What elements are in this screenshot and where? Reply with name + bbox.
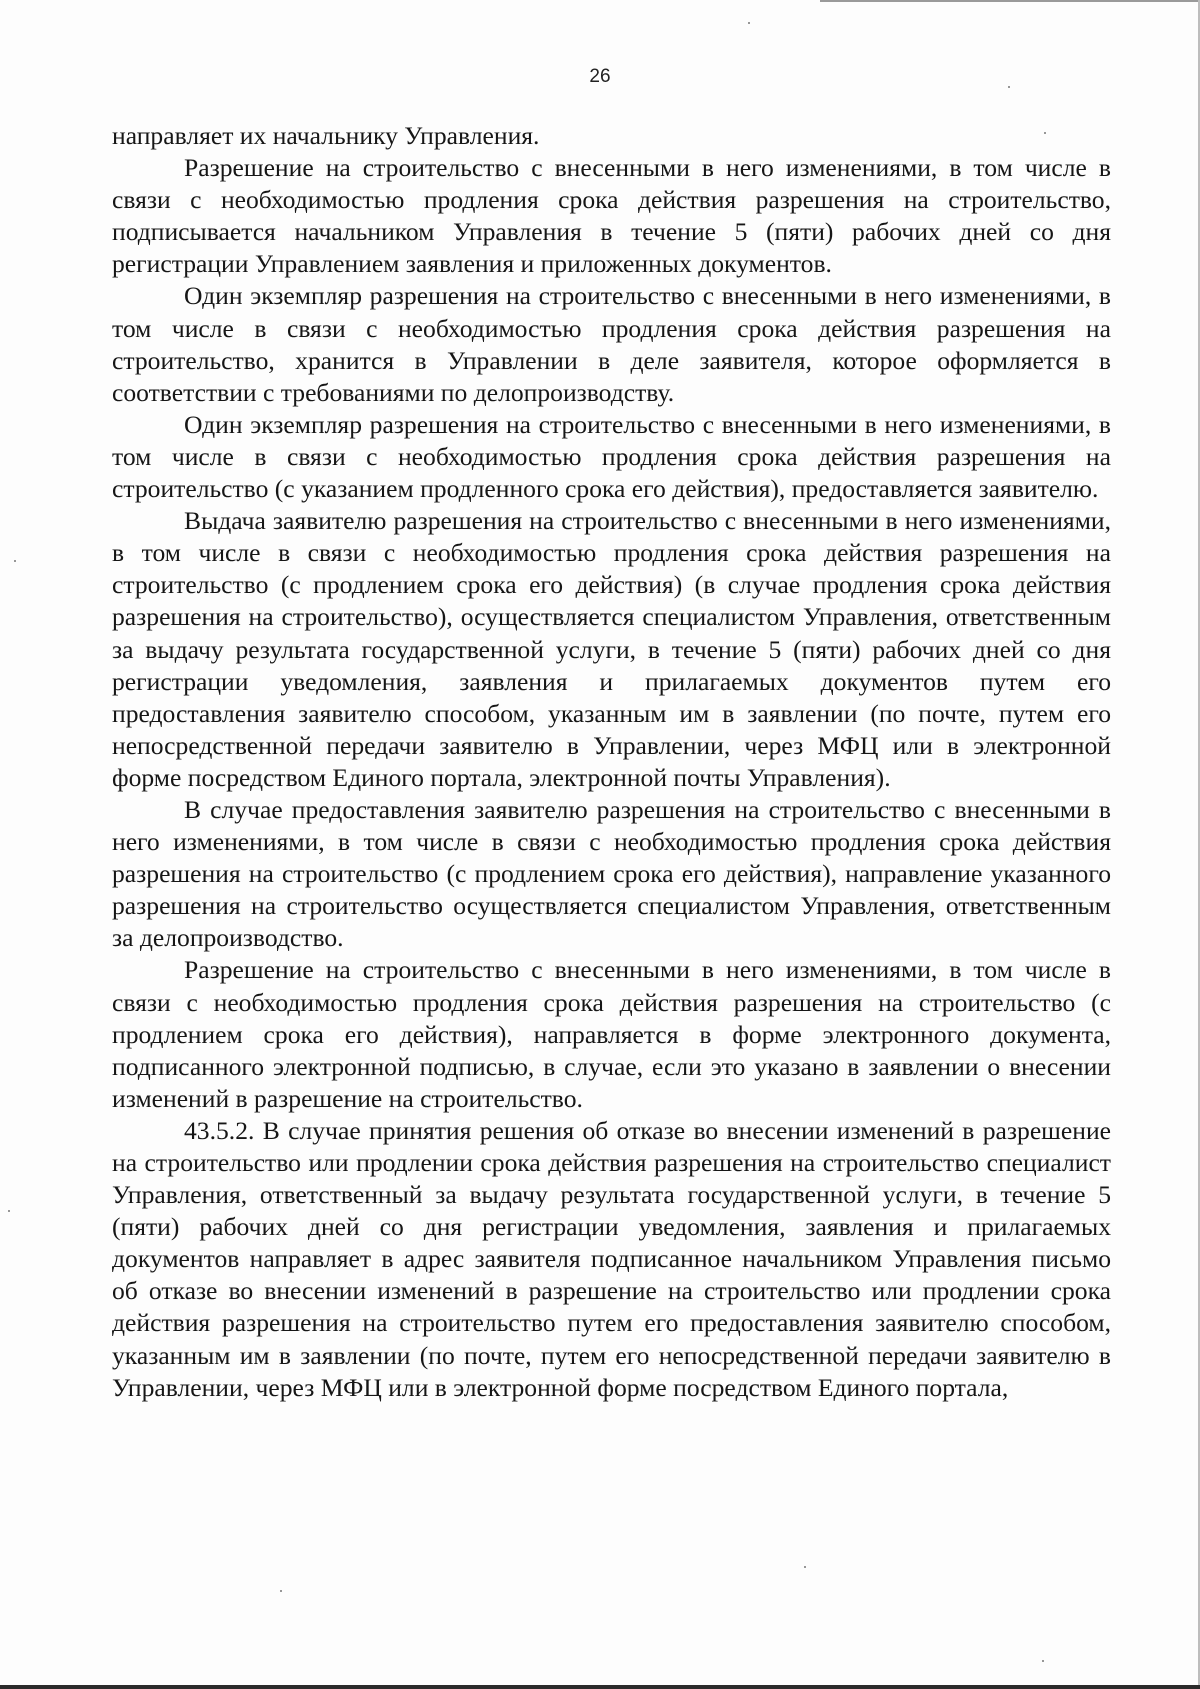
paragraph: Выдача заявителю разрешения на строительство с внесенными в него изменениями, в том числе в связи с необходимостью продления срока действия разрешения на строительство (с продлением срока его действия) (в случае продления срока действия разрешения на строительство), осуществляется специалистом Управления, ответственным за выдачу результата государственной услуги, в течение 5 (пяти) рабочих дней со дня регистрации уведомления, заявления и прилагаемых документов путем его предоставления заявителю способом, указанным им в заявлении (по почте, путем его непосредственной передачи заявителю в Управлении, через МФЦ или в электронной форме посредством Единого портала, электронной почты Управления). bbox=[112, 506, 1111, 792]
page-number: 26 bbox=[589, 66, 611, 87]
scan-speck bbox=[804, 1566, 806, 1568]
scan-speck bbox=[748, 22, 750, 24]
paragraph: Разрешение на строительство с внесенными в него изменениями, в том числе в связи с необходимостью продления срока действия разрешения на строительство, подписывается начальником Управления в течение 5 (пяти) рабочих дней со дня регистрации Управлением заявления и приложенных документов. bbox=[112, 153, 1111, 279]
scan-edge-bottom bbox=[0, 1685, 1200, 1689]
scan-speck bbox=[1042, 1660, 1044, 1662]
scan-speck bbox=[280, 1590, 282, 1592]
paragraph: Один экземпляр разрешения на строительство с внесенными в него изменениями, в том числе в связи с необходимостью продления срока действия разрешения на строительство (с указанием продленного срока его действия), предоставляется заявителю. bbox=[112, 409, 1111, 504]
scan-speck bbox=[8, 1210, 10, 1212]
paragraph: 43.5.2. В случае принятия решения об отказе во внесении изменений в разрешение на строительство или продлении срока действия разрешения на строительство специалист Управления, ответственный за выдачу результата государственной услуги, в течение 5 (пяти) рабочих дней со дня регистрации уведомления, заявления и прилагаемых документов направляет в адрес заявителя подписанное начальником Управления письмо об отказе во внесении изменений в разрешение на строительство или продлении срока действия разрешения на строительство путем его предоставления заявителю способом, указанным им в заявлении (по почте, путем его непосредственной передачи заявителю в Управлении, через МФЦ или в электронной форме посредством Единого портала, bbox=[112, 1115, 1111, 1402]
paragraph: В случае предоставления заявителю разрешения на строительство с внесенными в него изменениями, в том числе в связи с необходимостью продления срока действия разрешения на строительство (с продлением срока его действия), направление указанного разрешения на строительство осуществляется специалистом Управления, ответственным за делопроизводство. bbox=[112, 794, 1111, 953]
paragraph: направляет их начальнику Управления. bbox=[112, 121, 540, 150]
paragraph: Разрешение на строительство с внесенными в него изменениями, в том числе в связи с необходимостью продления срока действия разрешения на строительство (с продлением срока его действия), направляется в форме электронного документа, подписанного электронной подписью, в случае, если это указано в заявлении о внесении изменений в разрешение на строительство. bbox=[112, 955, 1111, 1113]
scan-speck bbox=[14, 560, 16, 562]
paragraph: Один экземпляр разрешения на строительство с внесенными в него изменениями, в том числе в связи с необходимостью продления срока действия разрешения на строительство, хранится в Управлении в деле заявителя, которое оформляется в соответствии с требованиями по делопроизводству. bbox=[112, 281, 1111, 407]
scan-edge-top bbox=[820, 0, 1200, 2]
document-body bbox=[112, 120, 1111, 1404]
